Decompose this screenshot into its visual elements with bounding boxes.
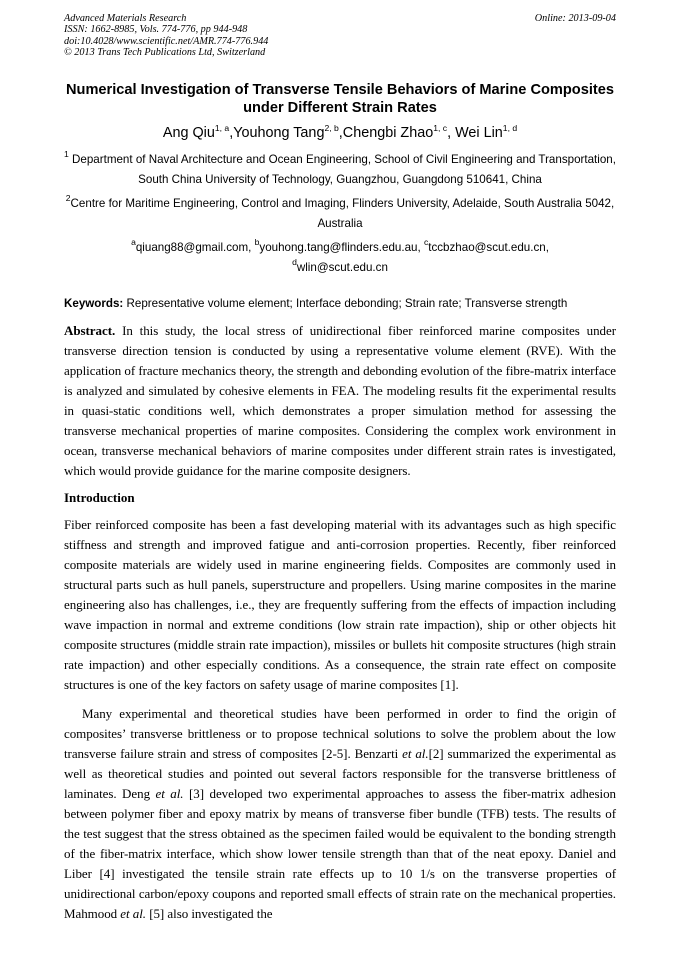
introduction-paragraph-1: Fiber reinforced composite has been a fast developing material with its advantages such as high specific stiffness and strength and improved fatigue and anti-corrosion properties. Recently, fiber reinforced composite materials are widely used in marine engineering fields. Composites are commonly used in structural parts such as hull panels, superstructure and propellers. Using marine composites in the marine engineering also has challenges, i.e., they are frequently suffering from the effects of impaction including wave impaction in normal and extreme conditions (low strain rate impaction), ship or other objects hit composite structures (middle strain rate impaction), missiles or bullets hit composite structures (high strain rate impaction) and other especially conditions. As a consequence, the strain rate effect on composite structures is one of the key factors on safety usage of marine composites [1].: [64, 517, 616, 692]
paper-title: Numerical Investigation of Transverse Tensile Behaviors of Marine Composites under Different Strain Rates: [66, 82, 614, 116]
keywords: [64, 296, 624, 312]
email-sup: d: [292, 256, 297, 267]
affiliation-sup: 2: [65, 193, 71, 203]
introduction-paragraph-2: [64, 704, 616, 924]
affiliation-sup: 1: [64, 149, 69, 159]
author-name: Ang Qiu: [162, 125, 215, 141]
keywords-text: Representative volume element; Interface debonding; Strain rate; Transverse strength: [126, 297, 568, 310]
online-date: Online: 2013-09-04: [534, 13, 616, 24]
author-sup: 2, b: [324, 123, 339, 133]
author-sup: 1, c: [433, 123, 448, 133]
author-list: Ang Qiu$^{1, a}$,Youhong Tang$^{2, b}$,Chengbi Zhao$^{1, c}$, Wei Lin$^{1, d}$: [162, 123, 518, 141]
abstract: [64, 321, 616, 481]
text-run: [5] also investigated the: [146, 906, 273, 921]
affiliation-1: [64, 150, 616, 189]
author-sup: 1, a: [214, 123, 230, 133]
doi: doi:10.4028/www.scientific.net/AMR.774-776.944: [64, 35, 269, 47]
italic-run: et al.: [120, 906, 146, 921]
email[interactable]: qiuang88@gmail.com,: [135, 241, 255, 254]
email[interactable]: wlin@scut.edu.cn: [296, 260, 388, 274]
text-run: [3] developed two experimental approaches to assess the fiber-matrix adhesion between polymer fiber and epoxy matrix by means of transverse fiber bundle (TFB) tests. The results of the test suggest that the stress obtained as the specimen failed would be equivalent to the bonding strength of the fiber-matrix interface, which show lower tensile strength than that of the neat epoxy. Daniel and Liber [4] investigated the tensile strain rate effects up to 10 1/s on the transverse properties of unidirectional carbon/epoxy coupons and reported small effects of strain rate on the mechanical properties. Mahmood: [64, 786, 616, 921]
author-name: Chengbi Zhao: [342, 125, 434, 141]
italic-run: et al.: [402, 746, 429, 761]
journal-name: Advanced Materials Research: [64, 13, 187, 24]
keywords-label: Keywords:: [64, 297, 124, 310]
email[interactable]: youhong.tang@flinders.edu.au,: [259, 241, 424, 254]
abstract-label: Abstract.: [64, 323, 116, 338]
section-heading-introduction: Introduction: [64, 490, 135, 505]
italic-run: et al.: [155, 786, 184, 801]
affiliation-text: Centre for Maritime Engineering, Control and Imaging, Flinders University, Adelaide, South Australia 5042, Australia: [70, 197, 615, 230]
email[interactable]: tccbzhao@scut.edu.cn,: [428, 241, 549, 254]
email-sup: c: [423, 237, 429, 247]
author-name: Youhong Tang: [233, 125, 325, 141]
author-sup: 1, d: [502, 123, 518, 133]
email-sup: a: [131, 237, 136, 247]
affiliation-2: [64, 194, 616, 233]
text-run: Many experimental and theoretical studies have been performed in order to find the origin of composites’ transverse brittleness or to propose technical solutions to solve the problem about the low transverse failure strain and stress of composites [2-5]. Benzarti: [64, 706, 616, 761]
email-sup: b: [254, 237, 260, 247]
email-list: [64, 238, 616, 277]
text-run: [2] summarized the experimental as well as theoretical studies and pointed out several factors responsible for the transverse brittleness of laminates. Deng: [64, 746, 617, 801]
abstract-text: In this study, the local stress of unidirectional fiber reinforced marine composites under transverse direction tension is conducted by using a representative volume element (RVE). With the application of fracture mechanics theory, the strength and debonding evolution of the fibre-matrix interface is analyzed and simulated by cohesive elements in FEA. The modeling results fit the experimental results in quasi-static conditions well, which demonstrates a proper simulation method for assessing the transverse mechanical properties of marine composites. Considering the complex work environment in ocean, transverse mechanical behaviors of marine composites under different strain rates is investigated, which would provide guidance for the marine composite designers.: [64, 323, 616, 478]
affiliation-text: Department of Naval Architecture and Ocean Engineering, School of Civil Engineering and Transportation, South China University of Technology, Guangzhou, Guangdong 510641, China: [72, 153, 616, 186]
issn: ISSN: 1662-8985, Vols. 774-776, pp 944-948: [64, 24, 248, 36]
journal-header: [64, 13, 616, 59]
author-name: Wei Lin: [455, 125, 503, 141]
copyright: © 2013 Trans Tech Publications Ltd, Switzerland: [64, 47, 266, 59]
